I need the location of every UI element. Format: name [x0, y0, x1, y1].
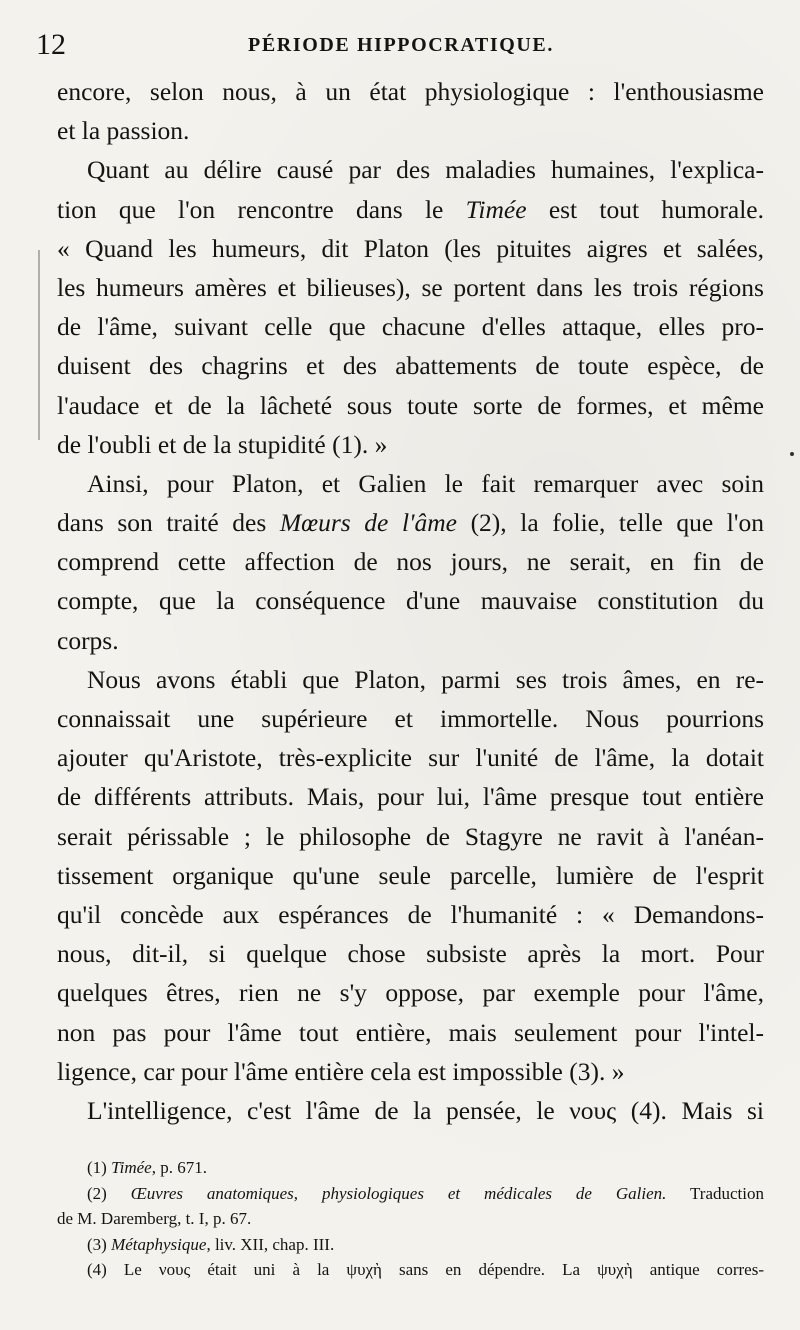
text-line: et la passion. — [57, 116, 190, 146]
text-segment: (2), la folie, telle que l'on — [456, 508, 764, 538]
text-line: de l'âme, suivant celle que chacune d'elles attaque, elles pro- — [57, 312, 764, 342]
footnote-italic: Œuvres anatomiques, physiologiques et médicales de Galien. — [130, 1183, 667, 1203]
text-line: Ainsi, pour Platon, et Galien le fait remarquer avec soin — [87, 468, 764, 498]
margin-pencil-mark — [38, 250, 40, 440]
footnote-line — [57, 1181, 764, 1207]
italic-title: Mœurs de l'âme — [279, 508, 457, 538]
text-line: « Quand les humeurs, dit Platon (les pituites aigres et salées, — [57, 233, 764, 263]
footnote-segment: (2) — [87, 1183, 131, 1203]
ink-spot — [790, 452, 794, 456]
footnote-segment: (4) Le νους était uni à la ψυχὴ sans en dépendre. La ψυχὴ antique corres- — [87, 1260, 764, 1279]
text-line: nous, dit-il, si quelque chose subsiste après la mort. Pour — [57, 939, 764, 969]
text-line: ligence, car pour l'âme entière cela est impossible (3). » — [57, 1056, 625, 1086]
text-line: serait périssable ; le philosophe de Stagyre ne ravit à l'anéan- — [57, 821, 764, 851]
text-line: non pas pour l'âme tout entière, mais seulement pour l'intel- — [57, 1017, 764, 1047]
body-text — [57, 72, 764, 1130]
text-line: L'intelligence, c'est l'âme de la pensée, le νους (4). Mais si — [87, 1095, 764, 1125]
text-line: de l'oubli et de la stupidité (1). » — [57, 429, 388, 459]
text-line: tissement organique qu'une seule parcelle, lumière de l'esprit — [57, 860, 764, 890]
footnote-line — [57, 1257, 764, 1283]
text-line: les humeurs amères et bilieuses), se portent dans les trois régions — [57, 272, 764, 302]
text-line: compte, que la conséquence d'une mauvaise constitution du — [57, 586, 764, 616]
footnote-italic: Timée — [111, 1158, 152, 1177]
text-line: ajouter qu'Aristote, très-explicite sur l'unité de l'âme, la dotait — [57, 743, 764, 773]
text-line: Quant au délire causé par des maladies humaines, l'explica- — [87, 155, 764, 185]
text-segment: dans son traité des — [57, 508, 280, 538]
footnote-segment: , p. 671. — [151, 1158, 207, 1177]
footnote-italic: Métaphysique — [111, 1234, 207, 1254]
footnotes — [57, 1155, 764, 1283]
text-line: qu'il concède aux espérances de l'humanité : « Demandons- — [57, 899, 764, 929]
text-line — [57, 190, 764, 229]
text-segment: tion que l'on rencontre dans le — [57, 194, 466, 224]
text-line: quelques êtres, rien ne s'y oppose, par exemple pour l'âme, — [57, 978, 764, 1008]
text-line: connaissait une supérieure et immortelle. Nous pourrions — [57, 704, 764, 733]
footnote-segment: Traduction — [666, 1183, 764, 1203]
text-line: encore, selon nous, à un état physiologique : l'enthousiasme — [57, 77, 764, 106]
running-head: PÉRIODE HIPPOCRATIQUE. — [248, 34, 554, 56]
footnote-line — [57, 1155, 764, 1181]
footnote-segment: , liv. XII, chap. III. — [206, 1234, 335, 1254]
text-line: l'audace et de la lâcheté sous toute sorte de formes, et même — [57, 390, 764, 420]
footnote-segment: de M. Daremberg, t. I, p. 67. — [57, 1209, 252, 1228]
footnote-line — [57, 1232, 764, 1258]
text-segment: est tout humorale. — [526, 194, 765, 224]
italic-title: Timée — [465, 194, 527, 224]
text-line: de différents attributs. Mais, pour lui, l'âme presque tout entière — [57, 782, 764, 812]
text-line — [57, 503, 764, 542]
text-line: Nous avons établi que Platon, parmi ses trois âmes, en re- — [87, 664, 764, 694]
page-header — [36, 28, 766, 62]
text-line: comprend cette affection de nos jours, ne serait, en fin de — [57, 547, 764, 577]
footnote-line — [57, 1206, 764, 1232]
page-number: 12 — [36, 28, 66, 61]
text-line: duisent des chagrins et des abattements de toute espèce, de — [57, 351, 764, 381]
footnote-segment: (1) — [87, 1158, 112, 1177]
text-line: corps. — [57, 625, 119, 655]
footnote-segment: (3) — [87, 1234, 112, 1254]
